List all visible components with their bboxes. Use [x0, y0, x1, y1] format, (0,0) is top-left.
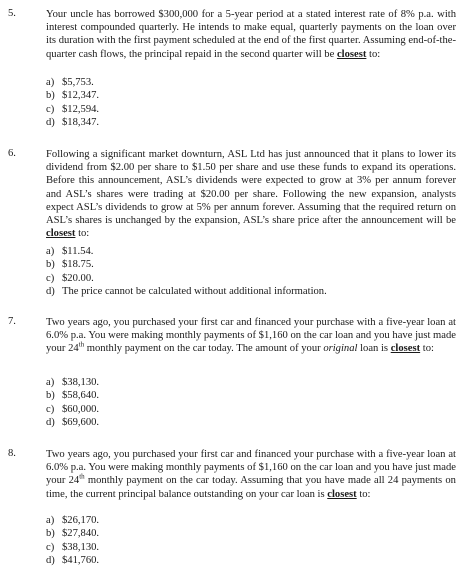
- option-b: b) $58,640.: [46, 390, 100, 402]
- option-c: c) $20.00.: [46, 272, 94, 284]
- emphasis-closest: closest: [336, 48, 367, 60]
- question-number: 8.: [8, 448, 16, 459]
- question-text: Two years ago, you purchased your first car and financed your purchase with a five-year loan at 6.0% p.a. You were making monthly payments of $1,160 on the car loan and you have just made your 24th monthly payment on the car today. The amount of your original loan is closest to:: [46, 317, 456, 355]
- options-list: [46, 76, 456, 130]
- question-text: Following a significant market downturn, ASL Ltd has just announced that it plans to lower its dividend from $2.00 per share to $1.50 per share and use these funds to expand its operations. Before this announcement, ASL’s dividends were expected to grow at 3% per annum forever and ASL’s shares were trading at $20.00 per share. Following the new expansion, analysts expect ASL’s dividends to grow at 5% per annum forever. Assuming that the required return on ASL’s shares is unchanged by the expansion, ASL’s share price after the announcement will be closest to:: [46, 149, 456, 240]
- option-d: d) $41,760.: [46, 555, 100, 567]
- option-c: c) $12,594.: [46, 103, 100, 115]
- question-number: 5.: [8, 8, 16, 19]
- emphasis-closest: closest: [390, 343, 421, 355]
- option-c: c) $38,130.: [46, 541, 100, 553]
- option-a: a) $5,753.: [46, 77, 94, 88]
- option-b: b) $18.75.: [46, 259, 94, 271]
- emphasis-closest: closest: [327, 488, 357, 500]
- options-list: [46, 245, 456, 299]
- option-a: a) $26,170.: [46, 515, 100, 526]
- option-a: a) $38,130.: [46, 377, 100, 388]
- option-b: b) $12,347.: [46, 90, 100, 102]
- option-d: d) The price cannot be calculated without additional information.: [46, 286, 327, 298]
- emphasis-closest: closest: [46, 228, 76, 240]
- option-b: b) $27,840.: [46, 528, 100, 540]
- options-list: [46, 376, 456, 430]
- question-number: 6.: [8, 148, 16, 159]
- option-c: c) $60,000.: [46, 403, 100, 415]
- question-text: Your uncle has borrowed $300,000 for a 5-year period at a stated interest rate of 8% p.a. with interest compounded quarterly. He intends to make equal, quarterly payments on the loan over its duration with the first payment scheduled at the end of the first quarter. Assuming end-of-the-quarter cash flows, the principal repaid in the second quarter will be closest to:: [46, 9, 456, 60]
- option-d: d) $69,600.: [46, 417, 100, 429]
- question-text: Two years ago, you purchased your first car and financed your purchase with a five-year loan at 6.0% p.a. You were making monthly payments of $1,160 on the car loan and you have just made your 24th monthly payment on the car today. Assuming that you have made all 24 payments on time, the current principal balance outstanding on your car loan is closest to:: [46, 449, 456, 500]
- question-number: 7.: [8, 316, 16, 327]
- options-list: [46, 514, 456, 568]
- option-a: a) $11.54.: [46, 246, 94, 257]
- option-d: d) $18,347.: [46, 117, 100, 129]
